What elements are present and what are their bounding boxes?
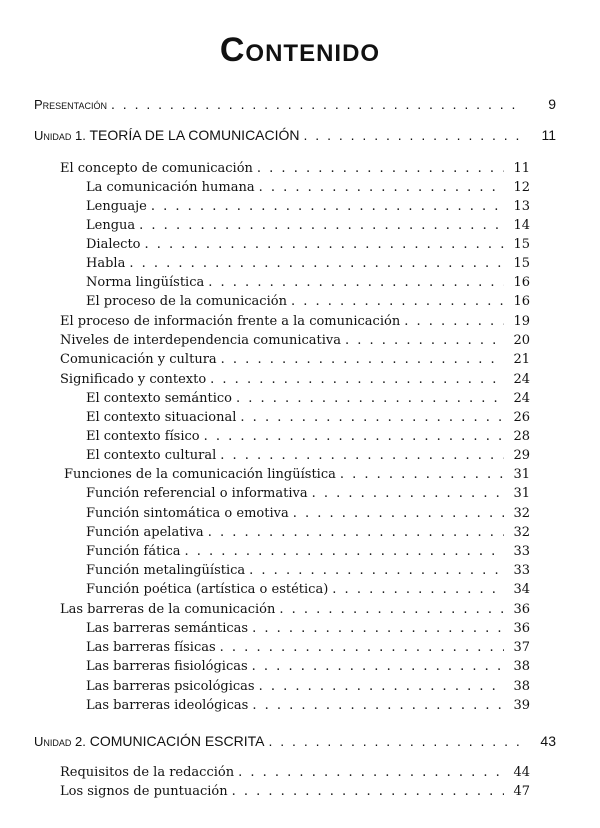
- toc-leader-dots: [210, 372, 504, 387]
- toc-leader-dots: [312, 486, 504, 501]
- toc-entry-label: Función metalingüística: [86, 563, 246, 578]
- toc-unit-title: COMUNICACIÓN ESCRITA: [89, 733, 265, 749]
- toc-entry-page: 32: [513, 506, 530, 521]
- toc-entry: [86, 218, 530, 233]
- toc-leader-dots: [185, 544, 504, 559]
- toc-entry-label: Significado y contexto: [60, 372, 207, 387]
- toc-entry-label: Las barreras físicas: [86, 640, 216, 655]
- toc-leader-dots: [151, 199, 504, 214]
- toc-entry: [60, 333, 530, 348]
- toc-entry-label: El contexto semántico: [86, 391, 232, 406]
- toc-entry: [60, 314, 530, 329]
- toc-entry-page: 34: [513, 582, 530, 597]
- toc-leader-dots: [111, 96, 524, 112]
- toc-entry-label: Las barreras psicológicas: [86, 679, 255, 694]
- toc-entry-label: Función sintomática o emotiva: [86, 506, 289, 521]
- toc-leader-dots: [279, 602, 504, 617]
- toc-leader-dots: [220, 640, 504, 655]
- toc-entry: [86, 391, 530, 406]
- toc-entry-label: Las barreras ideológicas: [86, 698, 249, 713]
- toc-unit-label: [34, 127, 300, 143]
- toc-entry-page: 33: [513, 563, 530, 578]
- toc-entry: [86, 563, 530, 578]
- toc-entry-page: 12: [513, 180, 530, 195]
- toc-entry-page: 37: [513, 640, 530, 655]
- toc-entry-label: El contexto físico: [86, 429, 200, 444]
- toc-entry-page: 20: [513, 333, 530, 348]
- toc-entry-page: 16: [513, 275, 530, 290]
- toc-entry-label: Lengua: [86, 218, 136, 233]
- toc-leader-dots: [232, 784, 504, 799]
- toc-entry: [86, 544, 530, 559]
- toc-entry-label: El contexto situacional: [86, 410, 237, 425]
- toc-leader-dots: [257, 161, 504, 176]
- toc-leader-dots: [129, 256, 504, 271]
- toc-entry-page: 31: [513, 486, 530, 501]
- toc-entry-page: 9: [548, 96, 556, 112]
- toc-entry: [86, 659, 530, 674]
- toc-entry-label: Las barreras semánticas: [86, 621, 249, 636]
- toc-entry-page: 15: [513, 256, 530, 271]
- toc-entry-page: 31: [513, 467, 530, 482]
- toc-leader-dots: [236, 391, 504, 406]
- toc-entry-page: 38: [513, 659, 530, 674]
- toc-entry: [86, 429, 530, 444]
- toc-entry-page: 15: [513, 237, 530, 252]
- toc-leader-dots: [259, 180, 504, 195]
- toc-entry-page: 24: [513, 372, 530, 387]
- toc-unit-page: 11: [541, 127, 556, 143]
- toc-leader-dots: [252, 698, 504, 713]
- toc-leader-dots: [259, 679, 504, 694]
- toc-entry: [60, 161, 530, 176]
- toc-unit-page: 43: [540, 733, 556, 749]
- toc-entry-page: 36: [513, 621, 530, 636]
- toc-entry-page: 36: [513, 602, 530, 617]
- toc-entry-presentacion: [34, 96, 556, 112]
- toc-entry: [60, 372, 530, 387]
- toc-entry-page: 29: [513, 448, 530, 463]
- toc-leader-dots: [208, 275, 504, 290]
- toc-entry: [86, 237, 530, 252]
- toc-entry: [86, 486, 530, 501]
- toc-leader-dots: [220, 448, 504, 463]
- toc-entry: [86, 679, 530, 694]
- toc-unit-title: TEORÍA DE LA COMUNICACIÓN: [89, 127, 300, 143]
- toc-entry-label: Función fática: [86, 544, 181, 559]
- toc-entry-page: 26: [513, 410, 530, 425]
- toc-unit-heading: [34, 127, 556, 143]
- toc-leader-dots: [304, 127, 524, 143]
- toc-entry-label: Función poética (artística o estética): [86, 582, 329, 597]
- toc-entry-label: Niveles de interdependencia comunicativa: [60, 333, 341, 348]
- toc-entry-page: 38: [513, 679, 530, 694]
- toc-entry-page: 21: [513, 352, 530, 367]
- toc-entry: [60, 784, 530, 799]
- toc-entry-label: Norma lingüística: [86, 275, 205, 290]
- toc-leader-dots: [293, 506, 504, 521]
- toc-unit-prefix: Unidad 1.: [34, 128, 86, 143]
- toc-entry-label: Presentación: [34, 97, 108, 112]
- toc-leader-dots: [340, 467, 504, 482]
- toc-entry-page: 28: [513, 429, 530, 444]
- toc-entry: [86, 582, 530, 597]
- toc-leader-dots: [238, 765, 504, 780]
- toc-entry-page: 47: [513, 784, 530, 799]
- toc-entry-label: El concepto de comunicación: [60, 161, 253, 176]
- toc-entry: [86, 410, 530, 425]
- toc-leader-dots: [332, 582, 504, 597]
- toc-leader-dots: [240, 410, 504, 425]
- toc-unit-prefix: Unidad 2.: [34, 734, 86, 749]
- page-title: Contenido: [219, 31, 381, 69]
- toc-entry-label: Las barreras de la comunicación: [60, 602, 276, 617]
- toc-entry-page: 19: [513, 314, 530, 329]
- toc-entry-label: Requisitos de la redacción: [60, 765, 235, 780]
- toc-entry-label: El proceso de la comunicación: [86, 294, 287, 309]
- toc-entry: [86, 256, 530, 271]
- toc-leader-dots: [221, 352, 504, 367]
- toc-entry-page: 24: [513, 391, 530, 406]
- toc-entry-label: Los signos de puntuación: [60, 784, 228, 799]
- toc-entry: [64, 467, 530, 482]
- toc-entry-label: Habla: [86, 256, 126, 271]
- toc-entry-label: El proceso de información frente a la comunicación: [60, 314, 401, 329]
- toc-leader-dots: [204, 429, 504, 444]
- toc-entry-page: 33: [513, 544, 530, 559]
- toc-entry-page: 11: [513, 161, 530, 176]
- toc-unit-label: [34, 733, 264, 749]
- toc-leader-dots: [249, 563, 504, 578]
- toc-entry: [86, 621, 530, 636]
- toc-leader-dots: [345, 333, 504, 348]
- toc-entry: [86, 180, 530, 195]
- toc-leader-dots: [268, 733, 524, 749]
- toc-entry: [86, 525, 530, 540]
- toc-leader-dots: [145, 237, 504, 252]
- toc-entry-page: 32: [513, 525, 530, 540]
- toc-entry-label: Función apelativa: [86, 525, 204, 540]
- toc-leader-dots: [139, 218, 504, 233]
- toc-entry: [60, 765, 530, 780]
- toc-entry-label: Comunicación y cultura: [60, 352, 217, 367]
- toc-entry: [86, 275, 530, 290]
- toc-entry: [60, 602, 530, 617]
- toc-leader-dots: [291, 294, 504, 309]
- toc-unit-heading: [34, 733, 556, 749]
- toc-leader-dots: [404, 314, 504, 329]
- toc-entry: [60, 352, 530, 367]
- toc-leader-dots: [208, 525, 504, 540]
- toc-entry: [86, 640, 530, 655]
- toc-entry: [86, 506, 530, 521]
- toc-entry-page: 44: [513, 765, 530, 780]
- toc-leader-dots: [252, 621, 504, 636]
- toc-leader-dots: [252, 659, 504, 674]
- toc-entry-label: La comunicación humana: [86, 180, 255, 195]
- toc-entry-page: 16: [513, 294, 530, 309]
- toc-entry-label: Dialecto: [86, 237, 141, 252]
- toc-entry: [86, 448, 530, 463]
- toc-entry-page: 39: [513, 698, 530, 713]
- toc-entry-label: Las barreras fisiológicas: [86, 659, 248, 674]
- toc-entry-page: 13: [513, 199, 530, 214]
- toc-entry: [86, 698, 530, 713]
- toc-entry-label: Funciones de la comunicación lingüística: [64, 467, 336, 482]
- toc-entry-label: Función referencial o informativa: [86, 486, 308, 501]
- toc-entry-label: El contexto cultural: [86, 448, 217, 463]
- toc-entry: [86, 294, 530, 309]
- toc-entry-label: Lenguaje: [86, 199, 147, 214]
- toc-entry-page: 14: [513, 218, 530, 233]
- toc-entry: [86, 199, 530, 214]
